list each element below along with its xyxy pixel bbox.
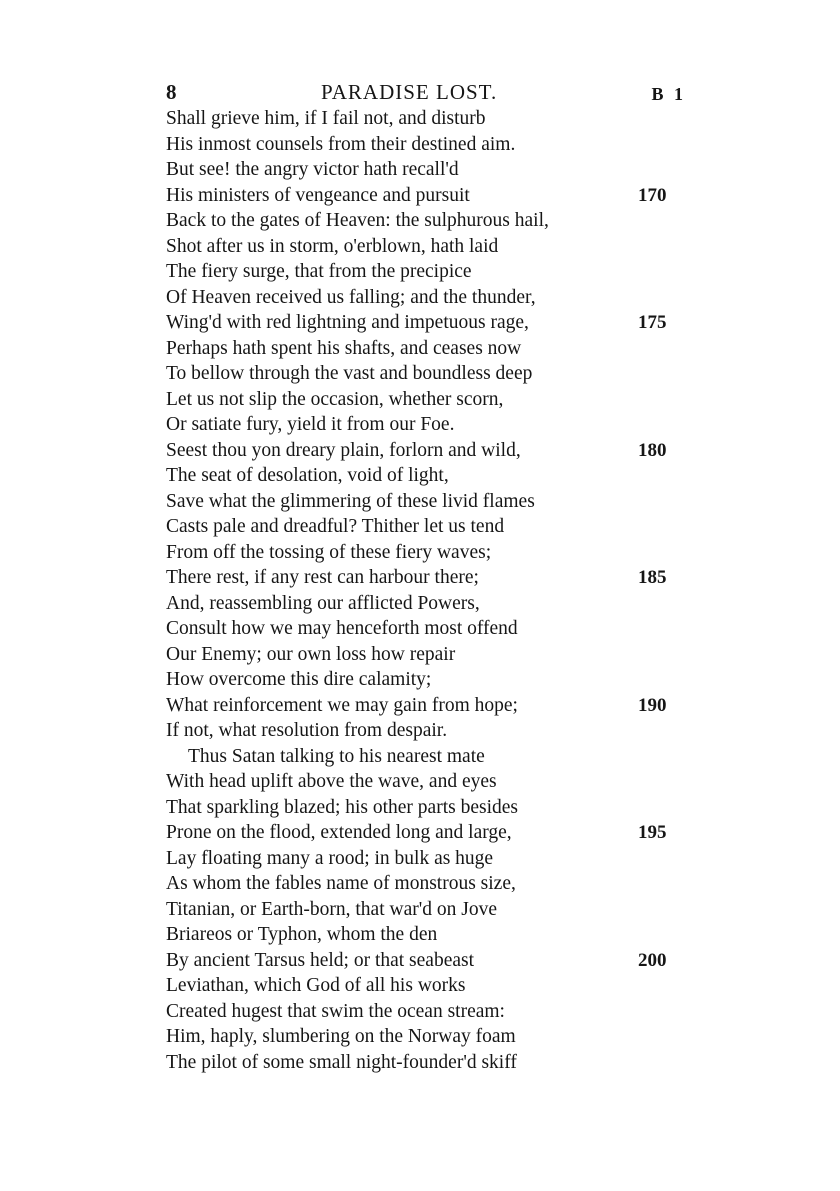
line-number: 170 — [638, 184, 667, 206]
verse-line — [166, 1024, 686, 1050]
verse-line — [166, 999, 686, 1025]
verse-text: Lay floating many a rood; in bulk as huge — [166, 847, 494, 869]
verse-line — [166, 667, 686, 693]
running-head — [166, 80, 686, 106]
verse-line — [166, 412, 686, 438]
verse-line — [166, 642, 686, 668]
verse-text: His ministers of vengeance and pursuit — [166, 184, 470, 206]
verse-line — [166, 616, 686, 642]
verse-text: Titanian, or Earth-born, that war'd on Jove — [166, 898, 497, 920]
verse-text: Let us not slip the occasion, whether scorn, — [166, 388, 504, 410]
verse-line — [166, 1050, 686, 1076]
verse-line — [166, 310, 686, 336]
line-number: 185 — [638, 567, 667, 588]
running-title: PARADISE LOST. — [321, 80, 498, 104]
verse-text: From off the tossing of these fiery waves; — [166, 541, 492, 563]
verse-text: Created hugest that swim the ocean stream: — [166, 1000, 505, 1022]
verse-line — [166, 718, 686, 744]
verse-line — [166, 208, 686, 234]
verse-text: His inmost counsels from their destined aim. — [166, 133, 516, 155]
verse-text: Prone on the flood, extended long and large, — [166, 822, 512, 843]
verse-text: The pilot of some small night-founder'd skiff — [166, 1051, 517, 1073]
verse-line — [166, 795, 686, 821]
verse-text: That sparkling blazed; his other parts besides — [166, 796, 518, 818]
verse-line — [166, 336, 686, 362]
page-number: 8 — [166, 80, 177, 104]
verse-line — [166, 361, 686, 387]
verse-line — [166, 973, 686, 999]
verse-line — [166, 514, 686, 540]
verse-text: Or satiate fury, yield it from our Foe. — [166, 414, 455, 435]
verse-text: Shall grieve him, if I fail not, and disturb — [166, 108, 486, 129]
verse-text: Consult how we may henceforth most offend — [166, 618, 518, 639]
verse-line — [166, 157, 686, 183]
verse-line — [166, 769, 686, 795]
verse-text: The seat of desolation, void of light, — [166, 465, 449, 486]
verse-line — [166, 259, 686, 285]
verse-line — [166, 693, 686, 719]
verse-line — [166, 387, 686, 413]
verse-text: Perhaps hath spent his shafts, and ceases now — [166, 337, 522, 359]
verse-text: To bellow through the vast and boundless deep — [166, 363, 533, 384]
verse-line — [166, 106, 686, 132]
verse-text: Of Heaven received us falling; and the thunder, — [166, 286, 536, 308]
verse-text: Our Enemy; our own loss how repair — [166, 643, 456, 665]
verse-line — [166, 744, 686, 770]
verse-line — [166, 897, 686, 923]
line-number: 195 — [638, 822, 667, 843]
verse-text: How overcome this dire calamity; — [166, 669, 432, 690]
verse-text: Wing'd with red lightning and impetuous rage, — [166, 312, 529, 333]
verse-line — [166, 132, 686, 158]
verse-line — [166, 463, 686, 489]
verse-line — [166, 540, 686, 566]
verse-line — [166, 820, 686, 846]
verse-line — [166, 948, 686, 974]
verse-text: There rest, if any rest can harbour there; — [166, 567, 479, 588]
verse-text: Shot after us in storm, o'erblown, hath laid — [166, 235, 499, 257]
verse-line — [166, 565, 686, 591]
verse-text: But see! the angry victor hath recall'd — [166, 159, 459, 180]
verse-text: Briareos or Typhon, whom the den — [166, 924, 438, 945]
line-number: 190 — [638, 694, 667, 716]
verse-text: As whom the fables name of monstrous size, — [166, 873, 516, 894]
verse-text: The fiery surge, that from the precipice — [166, 261, 472, 282]
verse-text: Thus Satan talking to his nearest mate — [188, 745, 485, 767]
verse-text: Seest thou yon dreary plain, forlorn and wild, — [166, 439, 521, 461]
verse-line — [166, 285, 686, 311]
line-number: 175 — [638, 312, 667, 333]
verse-line — [166, 871, 686, 897]
verse-line — [166, 183, 686, 209]
verse-text: Save what the glimmering of these livid flames — [166, 490, 535, 512]
verse-line — [166, 234, 686, 260]
verse-line — [166, 846, 686, 872]
line-number: 180 — [638, 439, 667, 461]
verse-text: By ancient Tarsus held; or that seabeast — [166, 949, 475, 971]
verse-line — [166, 922, 686, 948]
verse-block — [166, 106, 686, 1075]
verse-text: And, reassembling our afflicted Powers, — [166, 592, 480, 614]
verse-text: Leviathan, which God of all his works — [166, 975, 466, 996]
verse-text: What reinforcement we may gain from hope; — [166, 694, 518, 716]
signature-mark: B 1 — [651, 84, 686, 104]
verse-text: With head uplift above the wave, and eyes — [166, 771, 497, 792]
verse-line — [166, 591, 686, 617]
line-number: 200 — [638, 949, 667, 971]
verse-line — [166, 438, 686, 464]
verse-text: Back to the gates of Heaven: the sulphurous hail, — [166, 210, 549, 231]
verse-text: If not, what resolution from despair. — [166, 720, 448, 741]
verse-text: Casts pale and dreadful? Thither let us tend — [166, 516, 505, 537]
verse-text: Him, haply, slumbering on the Norway foam — [166, 1026, 516, 1047]
verse-line — [166, 489, 686, 515]
